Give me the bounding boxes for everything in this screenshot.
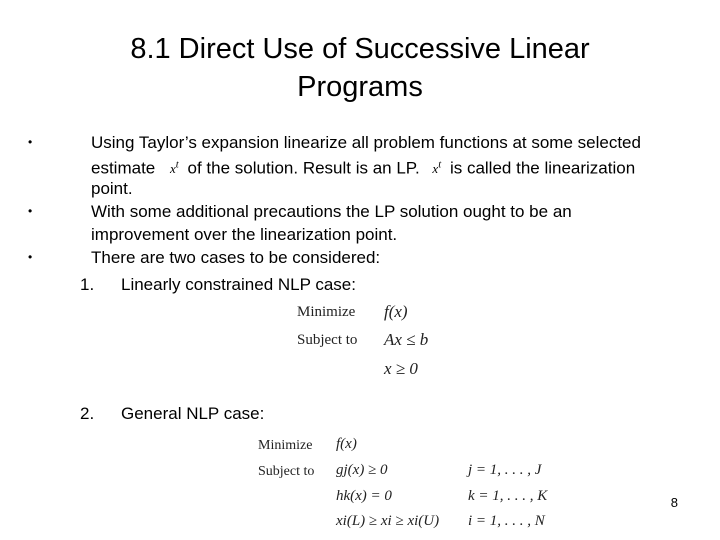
case-2-objective: f(x) (336, 436, 357, 452)
bullet-3: There are two cases to be considered: (91, 248, 381, 267)
title-line-1: 8.1 Direct Use of Successive Linear (130, 33, 590, 65)
bullet-1-text-c: is called the linearization (449, 158, 636, 178)
title-line-2: Programs (297, 71, 423, 103)
case-1-constraint-nonneg: x ≥ 0 (384, 359, 418, 378)
math-sup-t-2: t (438, 159, 442, 171)
case-1-objective: f(x) (384, 302, 408, 321)
math-x-t (170, 161, 179, 176)
case-2-equality-index: k = 1, . . . , K (468, 488, 548, 504)
case-2-inequality-constraint: gj(x) ≥ 0 (336, 462, 388, 478)
bullet-2-line-2: improvement over the linearization point. (91, 225, 398, 244)
case-1-constraint-ax: Ax ≤ b (384, 330, 429, 349)
case-2-subject-to-label: Subject to (258, 464, 315, 479)
case-2-equality-constraint: hk(x) = 0 (336, 488, 392, 504)
case-2-number: 2. (80, 404, 95, 423)
case-1-label: Linearly constrained NLP case: (121, 275, 356, 294)
bullet-1-line-3: point. (91, 179, 133, 198)
bullet-2-line-1: With some additional precautions the LP solution ought to be an (91, 202, 572, 221)
math-sup-t: t (175, 159, 179, 171)
bullet-marker: • (28, 204, 33, 218)
case-1-number: 1. (80, 275, 95, 294)
page-number: 8 (670, 495, 678, 510)
bullet-1-line-1: Using Taylor’s expansion linearize all problem functions at some selected (91, 133, 641, 152)
case-2-bound-constraint: xi(L) ≥ xi ≥ xi(U) (336, 513, 440, 529)
bullet-marker: • (28, 250, 33, 264)
math-x-t-2 (432, 161, 441, 176)
bullet-marker: • (28, 135, 33, 149)
case-1-minimize-label: Minimize (297, 304, 356, 320)
case-2-bound-index: i = 1, . . . , N (468, 513, 545, 529)
case-2-minimize-label: Minimize (258, 438, 313, 453)
slide-title (60, 30, 660, 106)
bullet-1-text-b: of the solution. Result is an LP. (187, 158, 420, 178)
case-2-label: General NLP case: (121, 404, 265, 423)
case-1-subject-to-label: Subject to (297, 332, 358, 348)
bullet-1-text-a: estimate (91, 158, 156, 178)
case-2-inequality-index: j = 1, . . . , J (468, 462, 542, 478)
math-x: x (169, 161, 176, 177)
bullet-1-line-2 (91, 154, 635, 180)
math-x-2: x (432, 161, 439, 177)
